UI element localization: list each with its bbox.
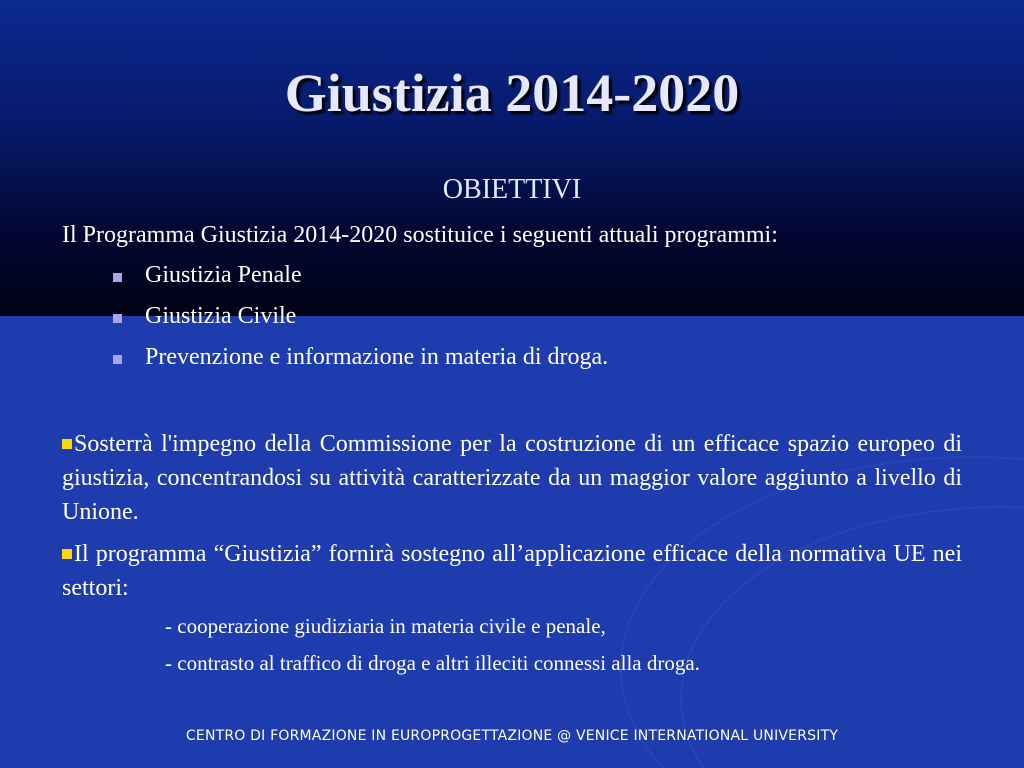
paragraph-text: Il programma “Giustizia” fornirà sostegno all’applicazione efficace della normativa UE nei settori: bbox=[62, 541, 962, 601]
program-label: Giustizia Civile bbox=[145, 303, 297, 329]
intro-text: Il Programma Giustizia 2014-2020 sostituice i seguenti attuali programmi: bbox=[62, 222, 778, 248]
slide-subtitle: OBIETTIVI bbox=[442, 174, 582, 205]
objective-paragraph-1 bbox=[62, 427, 962, 529]
program-label: Prevenzione e informazione in materia di droga. bbox=[145, 344, 609, 370]
sector-item: - contrasto al traffico di droga e altri illeciti connessi alla droga. bbox=[165, 651, 700, 675]
footer-text: CENTRO DI FORMAZIONE IN EUROPROGETTAZIONE @ VENICE INTERNATIONAL UNIVERSITY bbox=[185, 728, 839, 744]
program-list bbox=[113, 262, 608, 385]
list-item bbox=[113, 344, 608, 385]
list-item bbox=[113, 303, 608, 344]
paragraph-text: Sosterrà l'impegno della Commissione per la costruzione di un efficace spazio europeo di giustizia, concentrandosi su attività caratterizzate da un maggior valore aggiunto a livello di Unione. bbox=[62, 431, 962, 525]
sector-item: - cooperazione giudiziaria in materia civile e penale, bbox=[165, 614, 606, 638]
yellow-square-bullet-icon bbox=[62, 549, 72, 559]
square-bullet-icon bbox=[113, 314, 122, 323]
square-bullet-icon bbox=[113, 355, 122, 364]
program-label: Giustizia Penale bbox=[145, 262, 302, 288]
yellow-square-bullet-icon bbox=[62, 439, 72, 449]
objective-paragraph-2 bbox=[62, 537, 962, 605]
list-item bbox=[113, 262, 608, 303]
square-bullet-icon bbox=[113, 273, 122, 282]
slide-title: Giustizia 2014-2020 bbox=[284, 63, 740, 123]
